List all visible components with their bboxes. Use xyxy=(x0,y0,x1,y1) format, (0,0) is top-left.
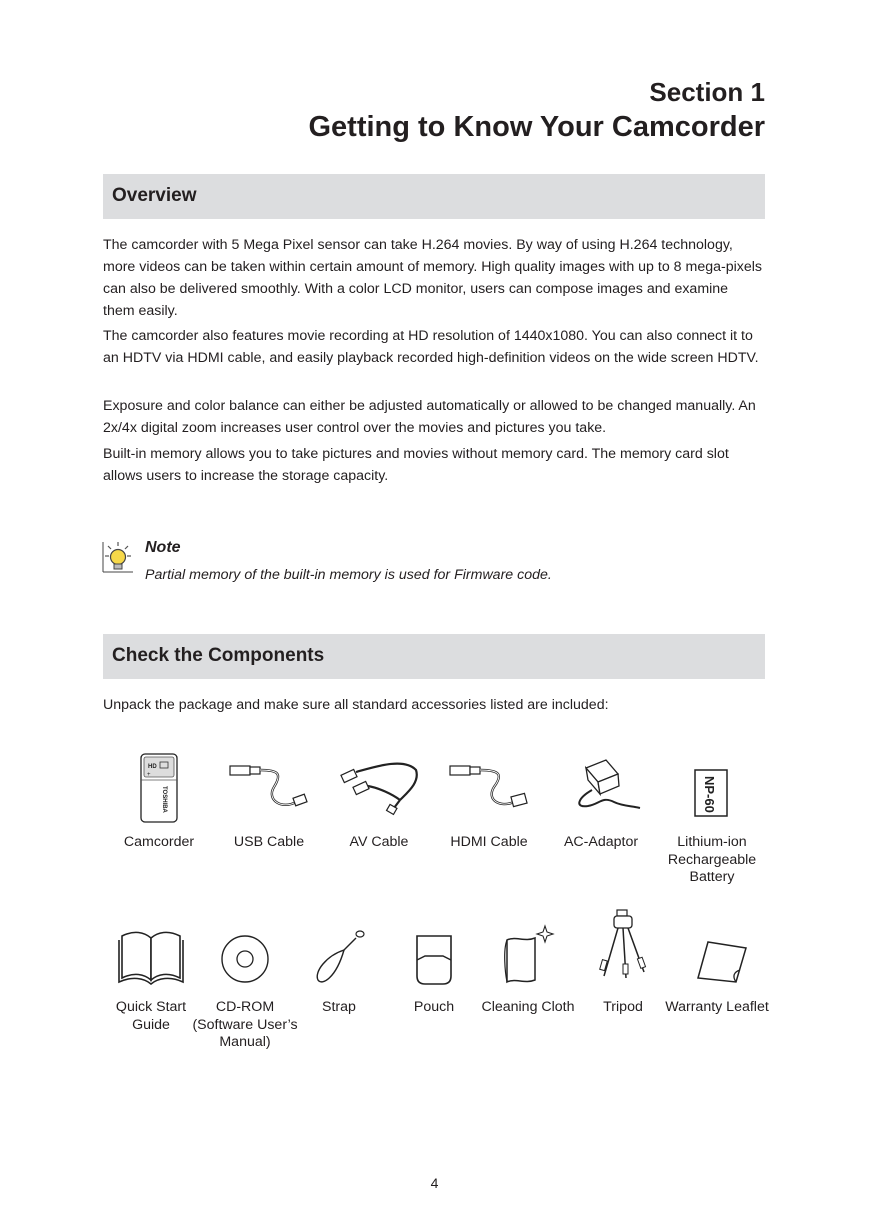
camcorder-icon xyxy=(129,752,189,824)
component-label: AV Cable xyxy=(349,834,409,850)
strap-icon xyxy=(304,922,374,988)
lightbulb-icon xyxy=(101,540,135,574)
usb-cable-icon xyxy=(224,752,314,824)
component-label: Strap xyxy=(322,999,356,1015)
av-cable-icon xyxy=(334,752,424,824)
component-warranty-leaflet xyxy=(662,922,772,1017)
overview-paragraph-1: The camcorder with 5 Mega Pixel sensor can take H.264 movies. By way of using H.264 technology, more videos can be taken within certain amount of memory. High quality images with up to 8 mega-pixels can also be delivered smoothly. With a color LCD monitor, users can compose images and examine them easily. xyxy=(103,237,762,319)
svg-text:+: + xyxy=(147,772,151,778)
section-number: Section 1 xyxy=(649,77,765,107)
component-usb-cable xyxy=(214,752,324,852)
hdmi-cable-icon xyxy=(444,752,534,824)
ac-adaptor-icon xyxy=(556,752,646,824)
component-label: Tripod xyxy=(603,999,643,1015)
battery-icon xyxy=(682,752,742,824)
components-heading: Check the Components xyxy=(112,645,325,666)
components-intro: Unpack the package and make sure all standard accessories listed are included: xyxy=(103,697,609,713)
overview-heading-bar xyxy=(103,174,765,219)
overview-heading: Overview xyxy=(112,185,197,206)
pouch-icon xyxy=(399,922,469,988)
component-label: Pouch xyxy=(413,999,455,1015)
component-label: AC-Adaptor xyxy=(563,834,639,850)
battery-model: NP-60 xyxy=(702,776,717,813)
camcorder-brand: TOSHIBA xyxy=(161,786,167,813)
overview-paragraph-3: Exposure and color balance can either be adjusted automatically or allowed to be changed manually. An 2x/4x digital zoom increases user control over the movies and pictures you take. xyxy=(103,398,756,436)
cd-icon xyxy=(210,922,280,988)
component-label: Warranty Leaflet xyxy=(665,999,769,1015)
note-title: Note xyxy=(145,539,181,556)
component-cleaning-cloth xyxy=(473,922,583,1017)
component-camcorder xyxy=(104,752,214,852)
components-heading-bar xyxy=(103,634,765,679)
component-label: CD-ROM (Software User’s Manual) xyxy=(192,999,298,1050)
camcorder-badge: HD xyxy=(148,764,157,770)
component-label: Quick Start Guide xyxy=(115,999,187,1033)
section-header xyxy=(308,76,765,145)
component-label: Cleaning Cloth xyxy=(481,999,575,1015)
section-title: Getting to Know Your Camcorder xyxy=(308,111,765,143)
component-strap xyxy=(284,922,394,1017)
note-text: Partial memory of the built-in memory is used for Firmware code. xyxy=(145,567,552,583)
component-label: HDMI Cable xyxy=(450,834,528,850)
overview-paragraph-2: The camcorder also features movie recording at HD resolution of 1440x1080. You can also connect it to an HDTV via HDMI cable, and easily playback recorded high-definition videos on the wide screen HDTV. xyxy=(103,328,759,366)
component-battery xyxy=(657,752,767,887)
component-ac-adaptor xyxy=(546,752,656,852)
book-icon xyxy=(116,922,186,988)
leaflet-icon xyxy=(682,922,752,988)
component-label: Camcorder xyxy=(123,834,195,850)
cloth-icon xyxy=(493,922,563,988)
component-label: USB Cable xyxy=(233,834,305,850)
page-number: 4 xyxy=(430,1175,439,1191)
overview-paragraph-4: Built-in memory allows you to take pictures and movies without memory card. The memory card slot allows users to increase the storage capacity. xyxy=(103,446,729,484)
component-hdmi-cable xyxy=(434,752,544,852)
component-label: Lithium-ion Rechargeable Battery xyxy=(667,834,757,885)
tripod-icon xyxy=(588,906,658,988)
component-av-cable xyxy=(324,752,434,852)
